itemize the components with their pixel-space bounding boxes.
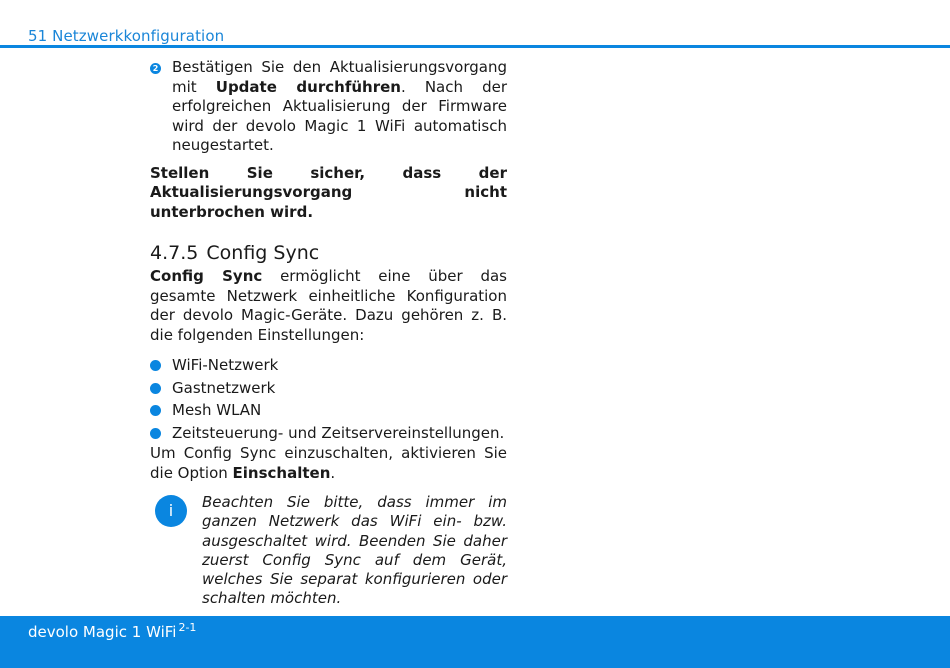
activate-end: .: [330, 463, 336, 482]
section-intro-bold: Config Sync: [150, 267, 263, 285]
settings-list: [150, 354, 507, 444]
page-header: [0, 0, 950, 48]
section-heading: [150, 241, 507, 265]
footer-product-name: devolo Magic 1 WiFi: [28, 623, 177, 641]
footer-product: [28, 621, 196, 641]
page-footer: [0, 616, 950, 668]
step-text-after: . Nach der erfolgreichen Aktualisierung der Firmware wird der devolo Magic 1 WiFi automatisch neugestartet.: [172, 77, 507, 154]
activate-option-bold: Einschalten: [232, 463, 331, 482]
document-body: [150, 58, 507, 609]
bullet-icon: [150, 405, 161, 416]
activate-text: Um Config Sync einzuschalten, aktivieren Sie die Option: [150, 444, 507, 482]
info-icon: i: [155, 495, 187, 527]
list-item: [150, 377, 507, 400]
info-note-text: Beachten Sie bitte, dass immer im ganzen Netzwerk das WiFi ein- bzw. ausgeschaltet wird. Beenden Sie daher zuerst Config Sync auf dem Gerät, welches Sie separat konfigurieren oder schalten möchten.: [202, 493, 507, 608]
bullet-icon: [150, 428, 161, 439]
section-intro: [150, 267, 507, 345]
step-item: [150, 58, 507, 156]
section-number: 4.7.5: [150, 242, 199, 264]
list-item-label: Mesh WLAN: [172, 401, 262, 419]
info-note: [150, 493, 507, 609]
page-title: 51 Netzwerkkonfiguration: [28, 27, 225, 45]
activate-instruction: [150, 444, 507, 483]
section-intro-text: ermöglicht eine über das gesamte Netzwerk einheitliche Konfiguration der devolo Magic-Geräte. Dazu gehören z. B. die folgenden Einstellungen:: [150, 267, 507, 344]
section-title: Config Sync: [206, 242, 320, 264]
list-item-label: WiFi-Netzwerk: [172, 356, 279, 374]
list-item: [150, 399, 507, 422]
warning-text: Stellen Sie sicher, dass der Aktualisierungsvorgang nicht unterbrochen wird.: [150, 163, 507, 221]
list-item: [150, 354, 507, 377]
list-item: [150, 422, 507, 445]
bullet-icon: [150, 383, 161, 394]
list-item-label: Zeitsteuerung- und Zeitservereinstellungen.: [172, 423, 505, 442]
footer-version: 2-1: [178, 621, 197, 634]
list-item-label: Gastnetzwerk: [172, 378, 276, 397]
bullet-icon: [150, 360, 161, 371]
step-bold-action: Update durchführen: [215, 77, 401, 96]
step-text-before: Bestätigen Sie den Aktualisierungsvorgang mit: [172, 58, 507, 96]
step-number-badge: 2: [150, 63, 161, 74]
